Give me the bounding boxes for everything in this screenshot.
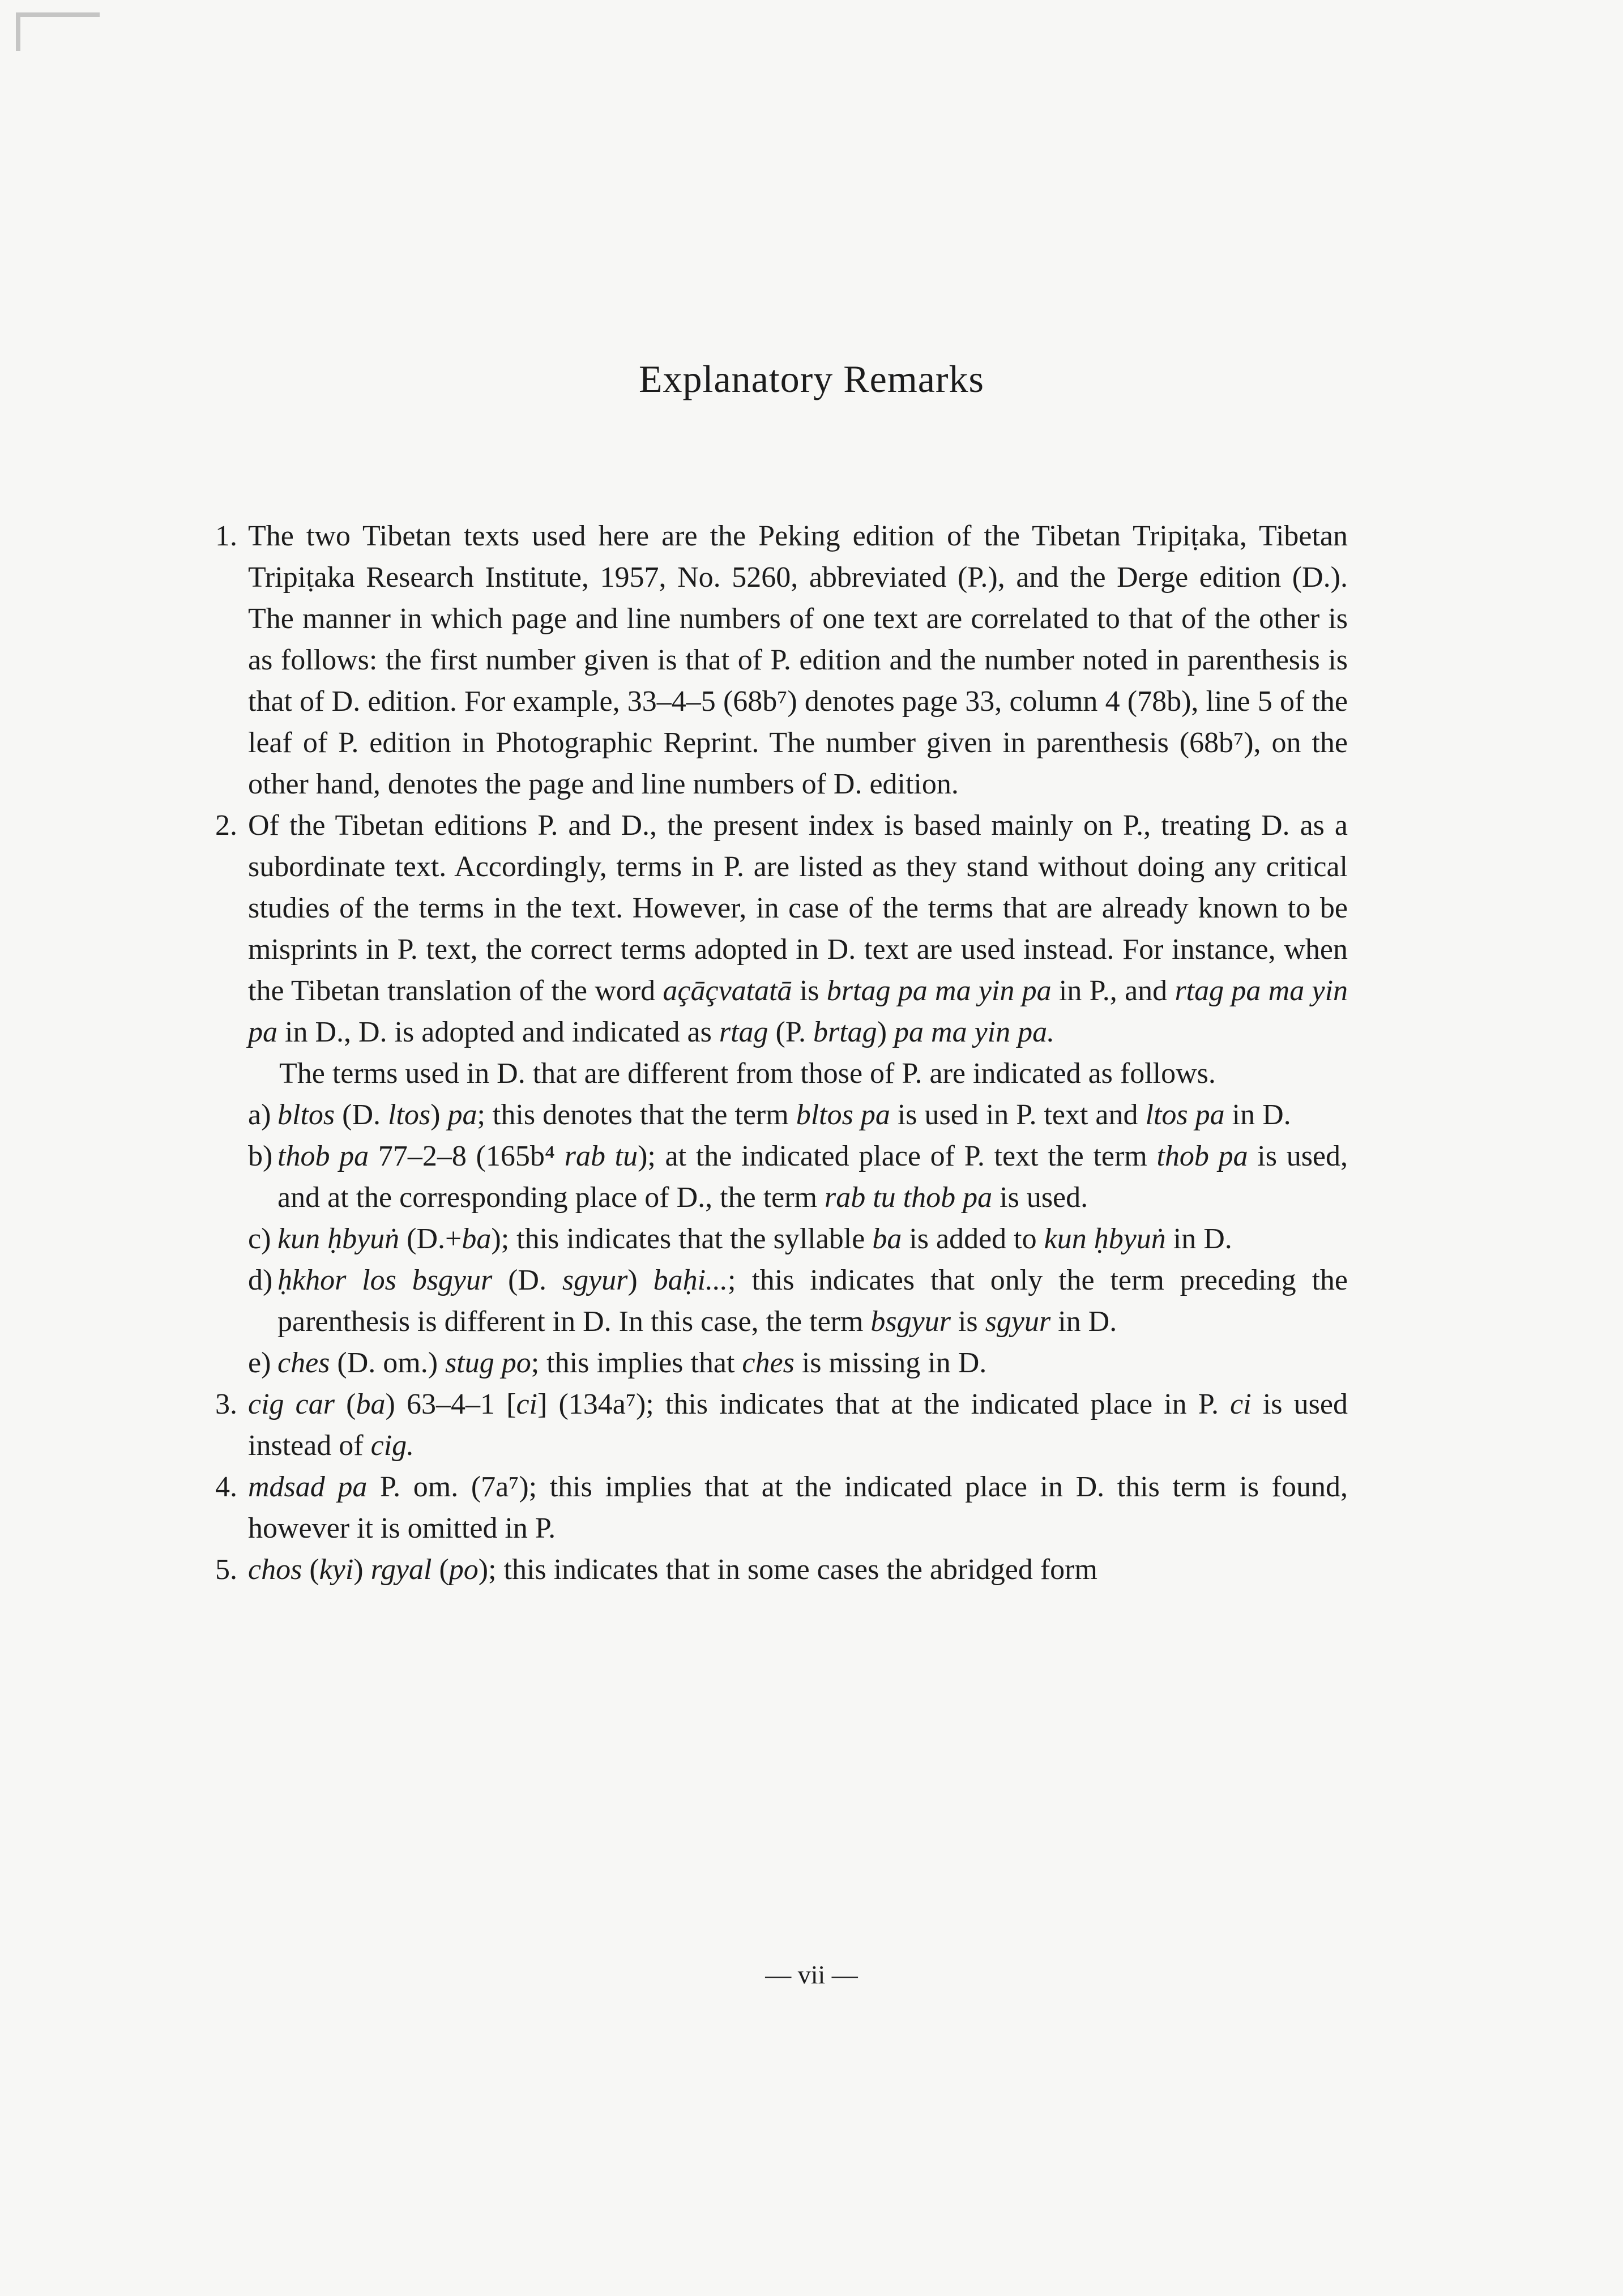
remarks-body <box>215 515 1348 1590</box>
remark-2-continuation: The terms used in D. that are different from those of P. are indicated as follows. <box>279 1057 1216 1090</box>
remark-2d: d) ḥkhor los bsgyur (D. sgyur) baḥi...; this indicates that only the term preceding the parenthesis is different in D. In this case, the term bsgyur is sgyur in D. <box>215 1260 1348 1342</box>
sub-letter: d) <box>248 1264 273 1296</box>
page-title: Explanatory Remarks <box>638 357 985 400</box>
remark-1: 1. The two Tibetan texts used here are the Peking edition of the Tibetan Tripiṭaka, Tibetan Tripiṭaka Research Institute, 1957, No. 5260, abbreviated (P.), and the Derge edition (D.). The manner in which page and line numbers of one text are correlated to that of the other is as follows: the first number given is that of P. edition and the number noted in parenthesis is that of D. edition. For example, 33–4–5 (68b⁷) denotes page 33, column 4 (78b), line 5 of the leaf of P. edition in Photographic Reprint. The number given in parenthesis (68b⁷), on the other hand, denotes the page and line numbers of D. edition. <box>215 515 1348 805</box>
remark-4: 4. mdsad pa P. om. (7a⁷); this implies that at the indicated place in D. this term is found, however it is omitted in P. <box>215 1466 1348 1549</box>
sub-letter: a) <box>248 1099 271 1131</box>
remark-number: 2. <box>215 809 237 842</box>
remark-3: 3. cig car (ba) 63–4–1 [ci] (134a⁷); this indicates that at the indicated place in P. ci is used instead of cig. <box>215 1384 1348 1466</box>
remark-2b: b) thob pa 77–2–8 (165b⁴ rab tu); at the indicated place of P. text the term thob pa is used, and at the corresponding place of D., the term rab tu thob pa is used. <box>215 1136 1348 1218</box>
scan-corner-mark <box>16 12 100 51</box>
remark-number: 1. <box>215 520 237 552</box>
remark-2: 2. Of the Tibetan editions P. and D., the present index is based mainly on P., treating D. as a subordinate text. Accordingly, terms in P. are listed as they stand without doing any critical studies of the terms in the text. However, in case of the terms that are already known to be misprints in P. text, the correct terms adopted in D. text are used instead. For instance, when the Tibetan translation of the word açāçvatatā is brtag pa ma yin pa in P., and rtag pa ma yin pa in D., D. is adopted and indicated as rtag (P. brtag) pa ma yin pa. <box>215 805 1348 1053</box>
remark-number: 3. <box>215 1388 237 1420</box>
remark-5: 5. chos (kyi) rgyal (po); this indicates that in some cases the abridged form <box>215 1549 1348 1590</box>
page-number: — vii — <box>765 1960 858 1989</box>
sub-letter: e) <box>248 1347 271 1379</box>
sub-letter: c) <box>248 1223 271 1255</box>
remark-2a: a) bltos (D. ltos) pa; this denotes that the term bltos pa is used in P. text and ltos pa in D. <box>215 1094 1348 1136</box>
remark-2e: e) ches (D. om.) stug po; this implies that ches is missing in D. <box>215 1342 1348 1384</box>
remark-2c: c) kun ḥbyuṅ (D.+ba); this indicates that the syllable ba is added to kun ḥbyuṅ in D. <box>215 1218 1348 1260</box>
sub-letter: b) <box>248 1140 273 1172</box>
remark-number: 5. <box>215 1554 237 1586</box>
remark-number: 4. <box>215 1471 237 1503</box>
